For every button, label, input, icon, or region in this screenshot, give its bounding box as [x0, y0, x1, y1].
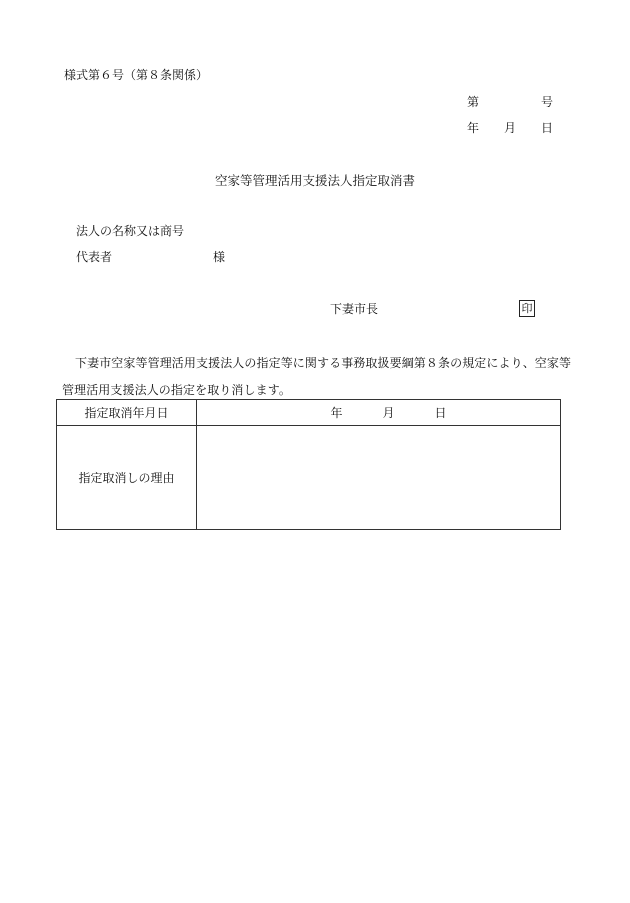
revocation-info-table [56, 399, 561, 530]
revocation-date-day: 日 [434, 406, 447, 420]
issue-date-month: 月 [504, 121, 517, 135]
seal-mark: 印 [519, 300, 535, 317]
table-row [57, 426, 561, 530]
document-number-prefix: 第 [467, 95, 480, 109]
issue-date-year: 年 [467, 121, 480, 135]
revocation-date-label: 指定取消年月日 [57, 400, 197, 426]
form-number-label: 様式第６号（第８条関係） [64, 68, 209, 82]
document-title: 空家等管理活用支援法人指定取消書 [214, 173, 415, 188]
body-paragraph: 下妻市空家等管理活用支援法人の指定等に関する事務取扱要綱第８条の規定により、空家等管理活用支援法人の指定を取り消します。 [62, 356, 572, 397]
document-number-suffix: 号 [541, 95, 554, 109]
issue-date-day: 日 [541, 121, 554, 135]
revocation-reason-label: 指定取消しの理由 [57, 426, 197, 530]
revocation-date-year: 年 [330, 406, 343, 420]
revocation-date-month: 月 [382, 406, 395, 420]
table-row [57, 400, 561, 426]
corporation-name-label: 法人の名称又は商号 [76, 224, 185, 238]
revocation-reason-value [197, 426, 561, 530]
honorific: 様 [213, 250, 226, 264]
representative-label: 代表者 [76, 250, 113, 264]
issuer-name: 下妻市長 [330, 302, 379, 316]
revocation-date-cell [197, 400, 561, 426]
